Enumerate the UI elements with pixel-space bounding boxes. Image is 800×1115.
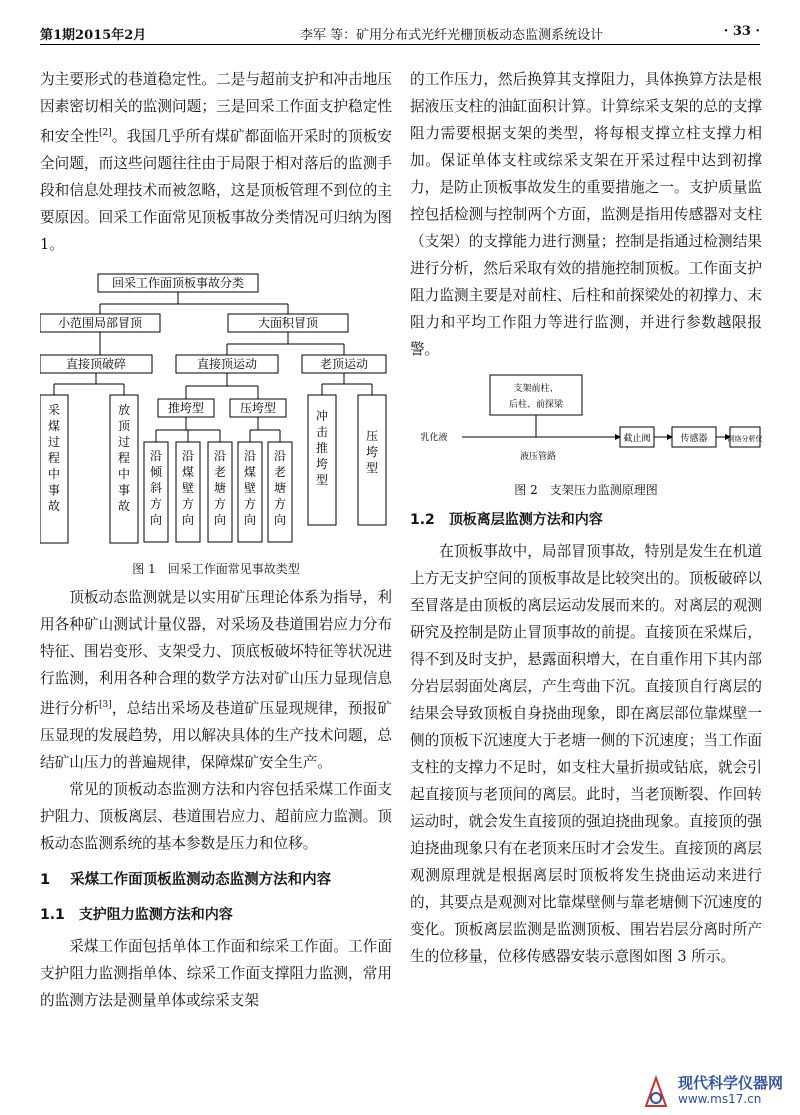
watermark-icon bbox=[636, 1072, 676, 1112]
watermark-logo bbox=[636, 1072, 796, 1112]
figure-1-caption: 图 1 回采工作面常见事故类型 bbox=[132, 561, 300, 576]
fig2-analyzer: 网络分析仪 bbox=[727, 435, 762, 443]
left-column bbox=[40, 66, 392, 1014]
running-title: 李军 等：矿用分布式光纤光栅顶板动态监测系统设计 bbox=[300, 28, 604, 43]
figure-1-tree bbox=[40, 264, 392, 560]
fig2-valve: 截止阀 bbox=[623, 434, 651, 444]
fig1-leaf: 沿倾斜方向 bbox=[149, 448, 163, 527]
section-heading: 1 采煤工作面顶板监测动态监测方法和内容 bbox=[40, 871, 332, 888]
right-column bbox=[410, 66, 762, 970]
fig1-small: 小范围局部冒顶 bbox=[57, 315, 143, 330]
fig1-leaf: 沿煤壁方向 bbox=[243, 448, 257, 527]
subsection-heading: 1.2 顶板离层监测方法和内容 bbox=[410, 512, 603, 528]
fig1-leaf: 沿煤壁方向 bbox=[181, 448, 195, 527]
paragraph: 的工作压力，然后换算其支撑阻力，具体换算方法是根据液压支柱的油缸面积计算。计算综采支架的总的支撑阻力需要根据支架的类型，将每根支撑立柱支撑力相加。保证单体支柱或综采支架在开采过程中达到初撑力，是防止顶板事故发生的重要措施之一。支护质量监控包括检测与控制两个方面，监测是指用传感器对支柱（支架）的支撑能力进行测量；控制是指通过检测结果进行分析，然后采取有效的措施控制顶板。工作面支护阻力监测主要是对前柱、后柱和前探梁处的初撑力、末阻力和平均工作阻力等进行监测，并进行参数越限报警。 bbox=[410, 71, 762, 358]
citation[interactable]: [2] bbox=[99, 128, 112, 138]
fig2-sensor: 传感器 bbox=[680, 434, 708, 444]
subsection-heading: 1.1 支护阻力监测方法和内容 bbox=[40, 906, 233, 923]
fig1-large: 大面积冒顶 bbox=[257, 315, 319, 330]
fig1-direct-move: 直接顶运动 bbox=[196, 356, 258, 371]
fig1-press: 压垮型 bbox=[239, 400, 277, 415]
paragraph: 采煤工作面包括单体工作面和综采工作面。工作面支护阻力监测指单体、综采工作面支撑阻力监测，常用的监测方法是测量单体或综采支架 bbox=[40, 937, 392, 1009]
citation[interactable]: [3] bbox=[99, 699, 112, 710]
fig1-push: 推垮型 bbox=[167, 400, 205, 415]
fig2-emulsion: 乳化液 bbox=[420, 433, 448, 443]
fig1-root: 回采工作面顶板事故分类 bbox=[111, 275, 245, 290]
paragraph: 常见的顶板动态监测方法和内容包括采煤工作面支护阻力、顶板离层、巷道围岩应力、超前应力监测。顶板动态监测系统的基本参数是压力和位移。 bbox=[40, 780, 392, 852]
fig1-leaf: 沿老塘方向 bbox=[273, 448, 287, 527]
fig2-pipe: 液压管路 bbox=[519, 452, 557, 462]
running-header bbox=[40, 22, 760, 45]
watermark-name: 现代科学仪器网 bbox=[678, 1074, 784, 1092]
paragraph: 在顶板事故中，局部冒顶事故，特别是发生在机道上方无支护空间的顶板事故是比较突出的。顶板破碎以至冒落是由顶板的离层运动发展而来的。对离层的观测研究及控制是防止冒顶事故的前提。直接顶在采煤后，得不到及时支护，悬露面积增大，在自重作用下其内部分岩层弱面处离层，产生弯曲下沉。直接顶自行离层的结果会导致顶板自身挠曲现象，即在离层部位靠煤壁一侧的顶板下沉速度大于老塘一侧的下沉速度；当工作面支柱的支撑力不足时，如支柱大量折损或钻底，就会引起直接顶与老顶间的离层。此时，当老顶断裂、作回转运动时，就会发生直接顶的强迫挠曲现象。直接顶的强迫挠曲现象只有在老顶来压时才会发生。直接顶的离层观测原理就是根据离层时顶板将发生挠曲运动来进行的，其要点是观测对比靠煤壁侧与靠老塘侧下沉速度的变化。顶板离层监测是监测顶板、围岩岩层分离时所产生的位移量，位移传感器安装示意图如图 3 所示。 bbox=[410, 543, 762, 965]
watermark-url: www.ms17.cn bbox=[678, 1092, 762, 1106]
issue-label: 第1期2015年2月 bbox=[40, 28, 147, 43]
fig1-leaf: 采煤过程中事故 bbox=[47, 402, 61, 513]
page-number: · 33 · bbox=[723, 24, 760, 39]
figure-2-caption: 图 2 支架压力监测原理图 bbox=[514, 483, 658, 497]
fig1-leaf: 冲击推垮型 bbox=[315, 408, 329, 487]
paragraph: 顶板动态监测就是以实用矿压理论体系为指导，利用各种矿山测试计量仪器，对采场及巷道围岩应力分布特征、围岩变形、支架受力、顶底板破坏特征等状况进行监测，利用各种合理的数学方法对矿山压力显现信息进行分析[3]，总结出采场及巷道矿压显现规律，预报矿压显现的发展趋势，用以解决具体的生产技术问题，总结矿山压力的普遍规律，保障煤矿安全生产。 bbox=[40, 588, 392, 771]
paragraph: 为主要形式的巷道稳定性。二是与超前支护和冲击地压因素密切相关的监测问题；三是回采工作面支护稳定性和安全性[2]。我国几乎所有煤矿都面临开采时的顶板安全问题，而这些问题往往由于局限于相对落后的监测手段和信息处理技术而被忽略，这是顶板管理不到位的主要原因。回采工作面常见顶板事故分类情况可归纳为图 1。 bbox=[40, 71, 392, 253]
fig2-support: 支架前柱、 bbox=[513, 384, 559, 394]
fig1-old-move: 老顶运动 bbox=[319, 356, 369, 371]
fig2-support-line2: 后柱、前探梁 bbox=[508, 400, 564, 410]
fig1-leaf: 放顶过程中事故 bbox=[117, 402, 131, 513]
figure-2-diagram bbox=[410, 371, 762, 481]
fig1-leaf: 沿老塘方向 bbox=[213, 448, 227, 527]
fig1-leaf: 压垮型 bbox=[365, 428, 379, 475]
fig1-direct-break: 直接顶破碎 bbox=[65, 356, 127, 371]
